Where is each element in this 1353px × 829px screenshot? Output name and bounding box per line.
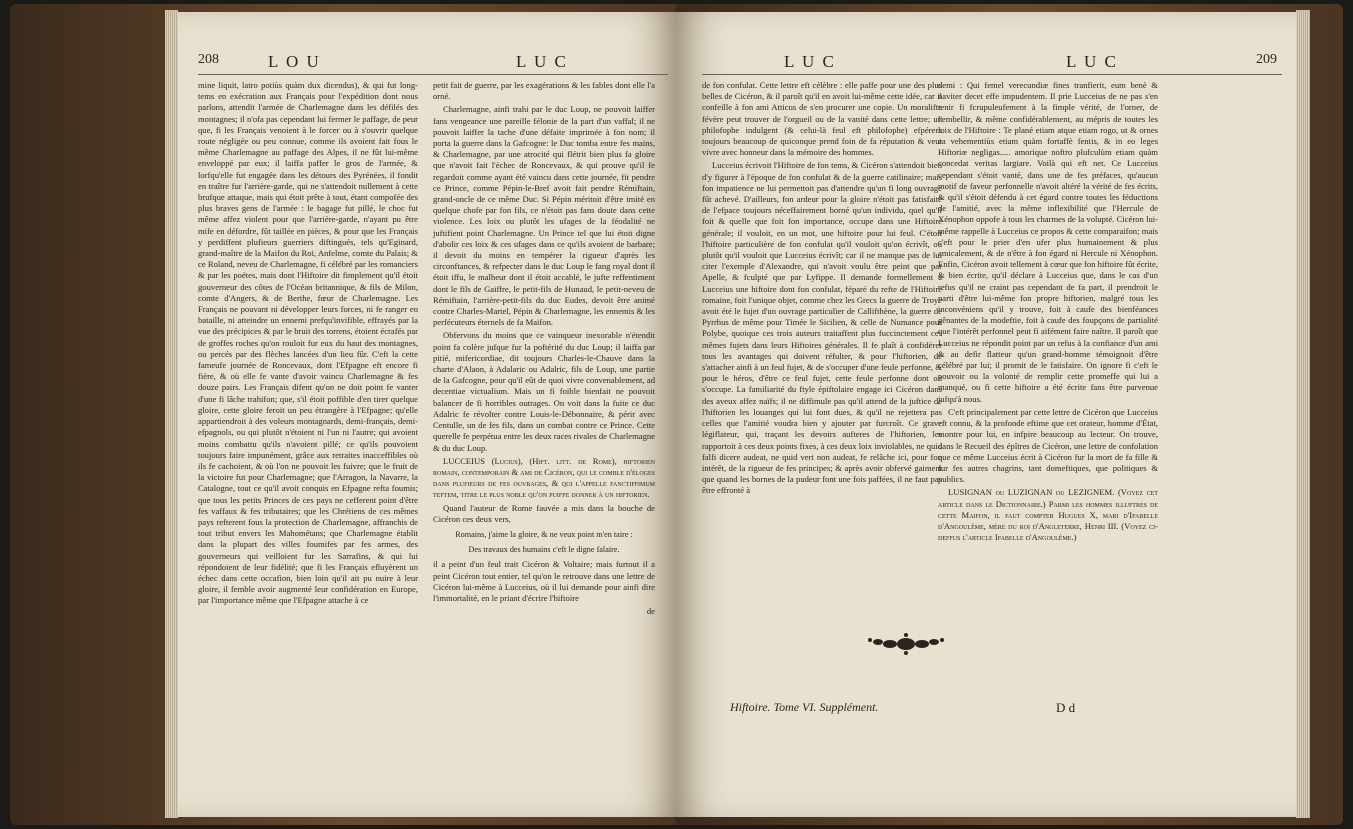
paragraph: petit fait de guerre, par les exagérations & les fables dont elle l'a orné. bbox=[433, 80, 655, 102]
right-page bbox=[676, 12, 1296, 817]
lusignan-entry: LUSIGNAN ou LUZIGNAN ou LEZIGNEM. (Voyez cet article dans le Dictionnaire.) Parmi les hommes illuftres de cette Maifon, il faut compter Hugues X, mari d'Ifabelle d'Angoulême, mère du roi d'Angleterre, Henri III. (Voyez ci-deffus l'article Ifabelle d'Angoulême.) bbox=[938, 487, 1158, 543]
page-number-left: 208 bbox=[198, 52, 219, 67]
header-rule bbox=[198, 74, 668, 75]
footer-title: Hiftoire. Tome VI. Supplément. bbox=[730, 700, 879, 714]
page-edges-right bbox=[1296, 10, 1310, 818]
header-rule bbox=[702, 74, 1282, 75]
paragraph: Obfervons du moins que ce vainqueur inexorable n'étendit point fa colère jufque fur la poftérité du duc Loup; il laiffa par pitié, mifericordiae, dit toujours Charles-le-Chauve dans la charte d'Alaon, à Adalaric ou Adalric, fils de Loup, une partie de la Gafcogne, pour qu'il eût de quoi vivre convenablement, ad decentiae victualium. Mais un fi foible bienfait ne pouvoit balancer de fi horribles outrages. On voit dans la fuite ce duc Adalric fe révolter contre Louis-le-Débonnaire, & périr avec Centulle, un de fes fils, dans un combat contre ce Prince. Cette querelle fe perpétua entre les deux races rivales de Charlemagne & du duc Loup. bbox=[433, 330, 655, 453]
paragraph: il a peint d'un feul trait Cicéron & Voltaire; mais furtout il a peint Cicéron tout entier, tel qu'on le retrouve dans une lettre de Cicéron lui-même à Lucceius, où il lui demande pour ainfi dire l'immortalité, en le priant d'écrire l'hiftoire bbox=[433, 559, 655, 603]
catchword: de bbox=[646, 606, 655, 617]
running-head-right: L U C bbox=[1066, 52, 1118, 71]
left-page bbox=[178, 12, 676, 817]
paragraph: Charlemagne, ainfi trahi par le duc Loup, ne pouvoit laiffer fans vengeance une pareille félonie de la part d'un vaffal; il ne pouvoit laiffer la tache d'une défaite imprimée à fon nom; il porta la guerre dans la Gafcogne: le Duc tomba entre fes mains, & Charlemagne, par une atrocité qui flétrit bien plus fa gloire que n'avoit fait l'échec de Roncevaux, & qui prouve qu'il fe regardoit comme ayant été vaincu dans cette journée, fit pendre ce Prince, comme Pépin-le-Bref avoit fait pendre Rémiftain, grand-oncle de ce même Duc. Si Pépin méritoit d'être imité en quelque chofe par fon fils, ce n'étoit pas fans doute dans cette violence. Les loix ou plutôt les ufages de la féodalité ne juftifient point Charlemagne. Un Prince tel que lui étoit digne d'abolir ces loix & ces ufages dans ce qu'ils avoient de barbare; il devoit du moins en tempérer la rigueur d'après les circonftances, & refpecter dans le duc Loup le fang royal dont il étoit iffu, le malheur dont il étoit accablé, le jufte reffentiment dont le fils de Gaiffre, le petit-fils de Hunaud, le petit-neveu de Rémiftain, l'arrière-petit-fils du duc Eudes, devoit être animé contre Charles-Martel, Pépin & Charlemagne, les ennemis & les perfécuteurs éternels de fa Maifon. bbox=[433, 104, 655, 328]
verse-line: Romains, j'aime la gloire, & ne veux point m'en taire : bbox=[455, 529, 633, 539]
left-column-1 bbox=[198, 80, 418, 609]
paragraph: demi : Qui femel verecundiæ fines tranfierit, eum benè & naviter decet effe impudentem. Il prie Lucceius de ne pas s'en tenir fi fcrupuleufement à la fimple vérité, de l'orner, de l'embellir, & même confidérablement, au mépris de toutes les loix de l'Hiftoire : Te plané etiam atque etiam rogo, ut & ornes ea vehementiùs etiam quàm fortaffè fentis, & in eo leges Hiftoriæ negligas..... amorique noftro plufculùm etiam quàm concedat veritas largiare. Voilà qui eft net. Ce Lucceius cependant s'étoit vanté, dans une de fes préfaces, qu'aucun motif de faveur perfonnelle n'avoit altéré la vérité de fes écrits, & qu'il s'étoit défendu à cet égard contre toutes les féductions de l'amitié, avec la même inflexibilité que l'Hercule de Xénophon oppofe à tous les charmes de la volupté. Cicéron lui-même rappelle à Lucceius ce propos & cette comparaifon; mais c'eft pour le prier d'en ufer plus humainement & plus amicalement, & de n'être à fon égard ni Hercule ni Xénophon. Enfin, Cicéron avoit tellement à cœur que fon hiftoire fût écrite, & bien écrite, qu'il déclare à Lucceius que, dans le cas d'un refus qu'il ne craint pas cependant de fa part, il prendroit le parti d'être lui-même fon propre hiftorien, malgré tous les inconvéniens qu'il y trouve, foit à caufe des bienféances gênantes de la modeftie, foit à caufe des foupçons de partialité que l'intérêt perfonnel peut fi aifément faire naître. Il paroît que Lucceius ne répondit point par un refus à la confiance d'un ami & au defir flatteur qu'un grand-homme témoignoit d'être célébré par lui; il promit de le fatisfaire. On ignore fi c'eft le pouvoir ou la volonté de remplir cette promeffe qui lui a manqué, ou fi cette hiftoire a été écrite fans être parvenue jufqu'à nous. bbox=[938, 80, 1159, 404]
running-head-left: L O U bbox=[268, 52, 321, 71]
left-column-2 bbox=[433, 80, 655, 619]
verse-line: Des travaux des humains c'eft le digne falaire. bbox=[468, 545, 620, 555]
fleuron-ornament-icon bbox=[866, 630, 946, 658]
paragraph: C'eft principalement par cette lettre de Cicéron que Lucceius eft connu, & la profonde eftime que cet orateur, homme d'État, montre pour lui, en infpire beaucoup au lecteur. On trouve, dans le Recueil des épîtres de Cicéron, une lettre de confolation que ce même Lucceius écrit à Cicéron fur la mort de fa fille & fur fes autres chagrins, tant domeftiques, que politiques & publics. bbox=[938, 406, 1158, 485]
running-head-right: L U C bbox=[516, 52, 568, 71]
paragraph: Lucceius écrivoit l'Hiftoire de fon tems, & Cicéron s'attendoit bien d'y figurer à l'époque de fon confulat & de la guerre catilinaire; mais fon impatience ne lui permettoit pas d'attendre qu'un fi long ouvrage fût achevé. D'ailleurs, fon ardeur pour la gloire n'étoit pas fatisfaite de l'efpace toujours néceffairement borné qu'un individu, quel qu'il foit & quelle que foit fon importance, occupe dans une Hiftoire générale; il vouloit, en un mot, une hiftoire pour lui feul. C'étoit l'hiftoire particulière de fon confulat qu'il vouloit qu'on écrivît, ou plutôt qu'il vouloit que Lucceius écrivît; car il ne manque pas de lui citer l'exemple d'Alexandre, qui n'avoit voulu être peint que par Apelle, & fculpté que par Lyfippe. Il demande formellement à Lucceius une hiftoire dont fon confulat, féparé du refte de l'Hiftoire romaine, foit l'unique objet, comme chez les Grecs la guerre de Troye avoit été le fujet d'un ouvrage particulier de Callifthène, la guerre de Pyrrhus de même pour Timée le Sicilien, & celle de Numance pour Polybe, quoique ces trois auteurs traitaffent plus fuccinctement ces mêmes fujets dans leurs Hiftoires générales. Il fe plaît à confidérer tous les avantages qui doivent réfulter, & pour l'hiftorien, de s'attacher ainfi à un feul fujet, & de s'occuper d'une feule perfonne, & pour le héros, d'être ce feul fujet, cette feule perfonne dont on s'occupe. La familiarité du ftyle épiftolaire engage ici Cicéron dans des aveux affez naïfs; il ne diffimule pas qu'il attend de la juftice de l'hiftorien les louanges qui lui font dues, & qu'il ne rejettera pas celles que l'amitié voudra bien y ajouter par furcroît. Ce grave légiflateur, qui, traçant les devoirs aufteres de l'hiftorien, les rapportoit à ces deux points fixes, à ces deux loix inviolables, ne quid falfi dicere audeat, ne quid veri non audeat, fe relâche ici, pour fon intérêt, de la rigueur de fes principes; & après avoir obfervé gaiment que quand les bornes de la pudeur font une fois paffées, il ne faut pas être effronté à bbox=[702, 160, 942, 496]
signature-mark: D d bbox=[1056, 700, 1076, 715]
paragraph: de fon confulat. Cette lettre eft célèbre : elle paffe pour une des plus belles de Cicéron, & il paroît qu'il en avoit lui-même cette idée, car il confeille à fon ami Atticus de s'en procurer une copie. Un moralifte févère peut trouver de l'orgueil ou de la vanité dans cette lettre; un philofophe indulgent (& celui-là feul eft philofophe) efpérera toujours beaucoup de quiconque prend foin de fa réputation & veut vivre avec honneur dans la mémoire des hommes. bbox=[702, 80, 942, 158]
paragraph: Quand l'auteur de Rome fauvée a mis dans la bouche de Cicéron ces deux vers, bbox=[433, 502, 655, 524]
lucceius-entry: LUCCEIUS (Lucius), (Hift. litt. de Rome), hiftorien romain, contemporain & ami de Cicéron, qui le comble d'éloges dans plufieurs de fes ouvrages, & qui l'appelle fanctiffimum teftem, titre le plus noble qu'on puiffe donner à un hiftorien. bbox=[433, 455, 655, 500]
running-head-left: L U C bbox=[784, 52, 836, 71]
page-number-right: 209 bbox=[1256, 52, 1277, 67]
page-edges-left bbox=[165, 10, 178, 818]
paragraph: mine liquit, latro potiùs quàm dux dicendus), & qui fut long-tems en exécration aux Français pour l'expédition dont nous parlons, attendit l'armée de Charlemagne dans les défilés des montagnes; il n'ofa pas cependant lui fermer le paffage, de peur que, fi les Français venoient à le forcer ou à s'ouvrir quelque route négligée ou peu connue, comme ils avoient fait fous le même Charlemagne au paffage des Alpes, il ne fût lui-même enveloppé par eux; il laiffa paffer le gros de l'armée, & lorfqu'elle fut engagée dans les détours des Pyrénées, il fondit en traître fur l'arrière-garde, qui ne s'attendoit nullement à cette brufque attaque, mais qui étoit prête à tout, étant compofée des plus braves gens de l'armée : le bagage fut pillé, le choc fut même affez violent pour que l'arrière-garde, n'ayant pu être mife en défordre, fût taillée en pièces, & pour que les Français y perdiffent plufieurs guerriers diftingués, tels qu'Eginard, grand-maître de la Maifon du Roi, Anfelme, comte du Palais; & ce Roland, neveu de Charlemagne, fi célébré par les romanciers & par les poëtes, mais dont l'Hiftoire dit fimplement qu'il étoit gouverneur des côtes de l'Océan britannique, & fils de Milon, comte d'Angers, & de Berthe, fœur de Charlemagne. Les Français ne pouvant ni développer leurs forces, ni fe ranger en bataille, ni atteindre un ennemi prefqu'invifible, effrayés par la vue des précipices & par le bruit des torrens, étoient écrafés par de groffes roches qu'on rouloit fur eux du haut des montagnes, ou percés par des flèches lancées d'un lieu fûr. C'eft la cette fameufe journée de Roncevaux, dont l'Efpagne eft encore fi fière, & où elle fe vante d'avoir vaincu Charlemagne & fes douze pairs. Les Français difent qu'on ne doit point fe vanter d'une fi lâche trahifon; que, s'il étoit poffible d'en tirer quelque gloire, cette gloire feroit un peu étrangère à l'Efpagne; qu'elle appartiendroit à des voleurs montagnards, demi-français, demi-efpagnols, ou qui plutôt n'étoient ni l'un ni l'autre; qui avoient moins combattu qu'ils n'avoient pillé; ce qu'ils pouvoient toujours faire impunément, grâce aux retraites inacceffibles où ils fe cachoient, & où l'on ne pouvoit les fuivre; que le fruit de la victoire fut pour Charlemagne; que l'Arragon, la Navarre, la Catalogne, tout ce qu'il avoit conquis en Efpagne refta foumis; que tous les petits Princes de ces pays ne cefferent point d'être fes vaffaux & fes tributaires; que les Chrétiens de ces mêmes pays refterent fous la protection de Charlemagne, affranchis de tout tribut envers les Mahométans; que Charlemagne établit dans la plupart des villes foumifes par fes armes, des gouverneurs qui veilloient fur les Sarrafins, & qui lui répondoient de leur fidélité; que fi les Français efluyèrent un échec dans cette occafion, bien loin qu'il ait pu nuire à leur gloire, il femble avoir augmenté leur confidération en Europe, par l'importance même que l'Efpagne attache à ce bbox=[198, 80, 418, 606]
right-column-1 bbox=[702, 80, 942, 499]
right-column-2 bbox=[938, 80, 1158, 545]
